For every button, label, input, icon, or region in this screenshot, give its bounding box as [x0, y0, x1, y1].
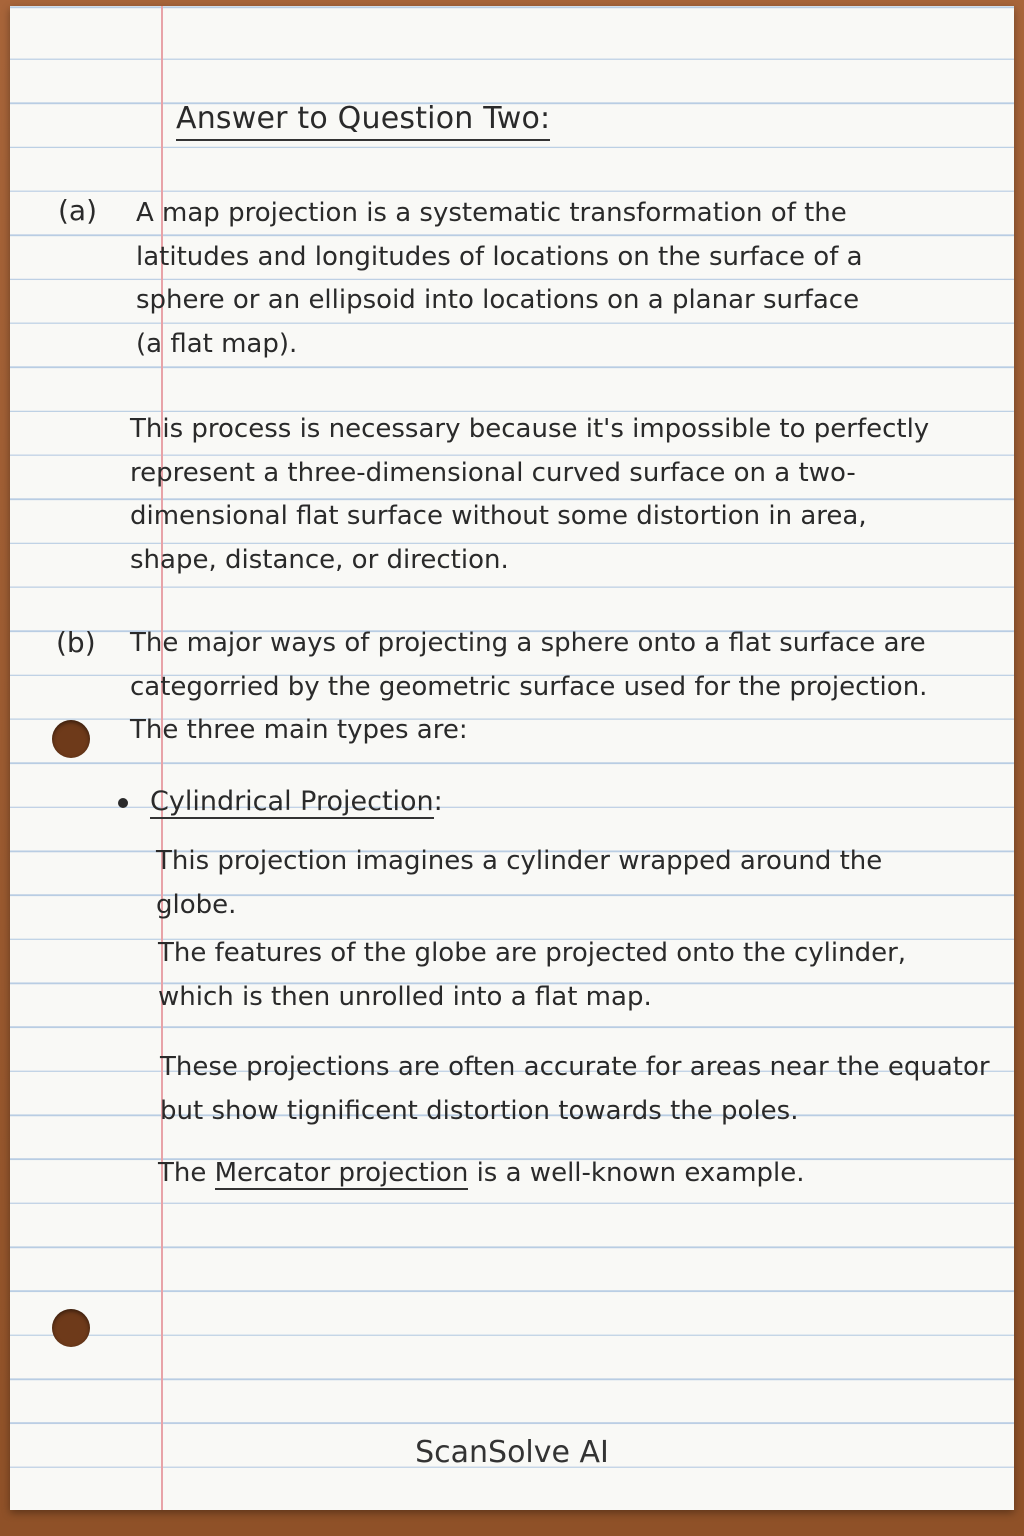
bullet-heading: [150, 782, 443, 822]
text-line: dimensional flat surface without some distortion in area,: [130, 501, 867, 531]
punch-hole: [52, 720, 90, 758]
text-line: but show tignificent distortion towards the poles.: [160, 1095, 799, 1126]
part-b-paragraph-1: [130, 622, 927, 753]
bullet-heading-colon: :: [433, 786, 443, 817]
text-line: [158, 1152, 805, 1196]
bullet-heading-text: Cylindrical Projection: [150, 786, 434, 817]
text-line: A map projection is a systematic transformation of the: [136, 198, 847, 228]
notebook-page: [10, 6, 1014, 1510]
part-b-paragraph-4: [160, 1046, 990, 1133]
text-line: sphere or an ellipsoid into locations on a planar surface: [136, 285, 860, 315]
punch-hole: [52, 1309, 90, 1347]
example-prefix: The: [158, 1158, 207, 1188]
part-a-label: (a): [58, 194, 98, 227]
bullet-point: [118, 798, 128, 808]
text-line: The major ways of projecting a sphere onto a flat surface are: [130, 628, 926, 658]
example-suffix: is a well-known example.: [476, 1158, 805, 1188]
text-line: The features of the globe are projected onto the cylinder,: [158, 938, 907, 968]
text-line: globe.: [156, 889, 237, 920]
page-title: Answer to Question Two:: [176, 99, 550, 141]
text-line: This projection imagines a cylinder wrapped around the: [156, 846, 883, 876]
text-line: The three main types are:: [130, 715, 468, 745]
example-term: Mercator projection: [214, 1158, 469, 1188]
part-a-paragraph-2: [130, 408, 929, 582]
text-line: categorried by the geometric surface used for the projection.: [130, 671, 928, 702]
text-line: latitudes and longitudes of locations on the surface of a: [136, 241, 863, 272]
text-line: which is then unrolled into a flat map.: [158, 981, 652, 1012]
text-line: represent a three-dimensional curved surface on a two-: [130, 457, 856, 488]
part-b-label: (b): [56, 626, 96, 659]
part-b-paragraph-3: [158, 932, 906, 1019]
text-line: (a flat map).: [136, 328, 298, 359]
text-line: shape, distance, or direction.: [130, 544, 509, 575]
footer-brand: ScanSolve AI: [415, 1435, 609, 1470]
text-line: These projections are often accurate for areas near the equator: [160, 1052, 990, 1082]
part-b-paragraph-2: [156, 840, 882, 927]
text-line: This process is necessary because it's impossible to perfectly: [130, 414, 930, 444]
part-b-example: [158, 1152, 805, 1196]
part-a-paragraph-1: [136, 192, 863, 366]
